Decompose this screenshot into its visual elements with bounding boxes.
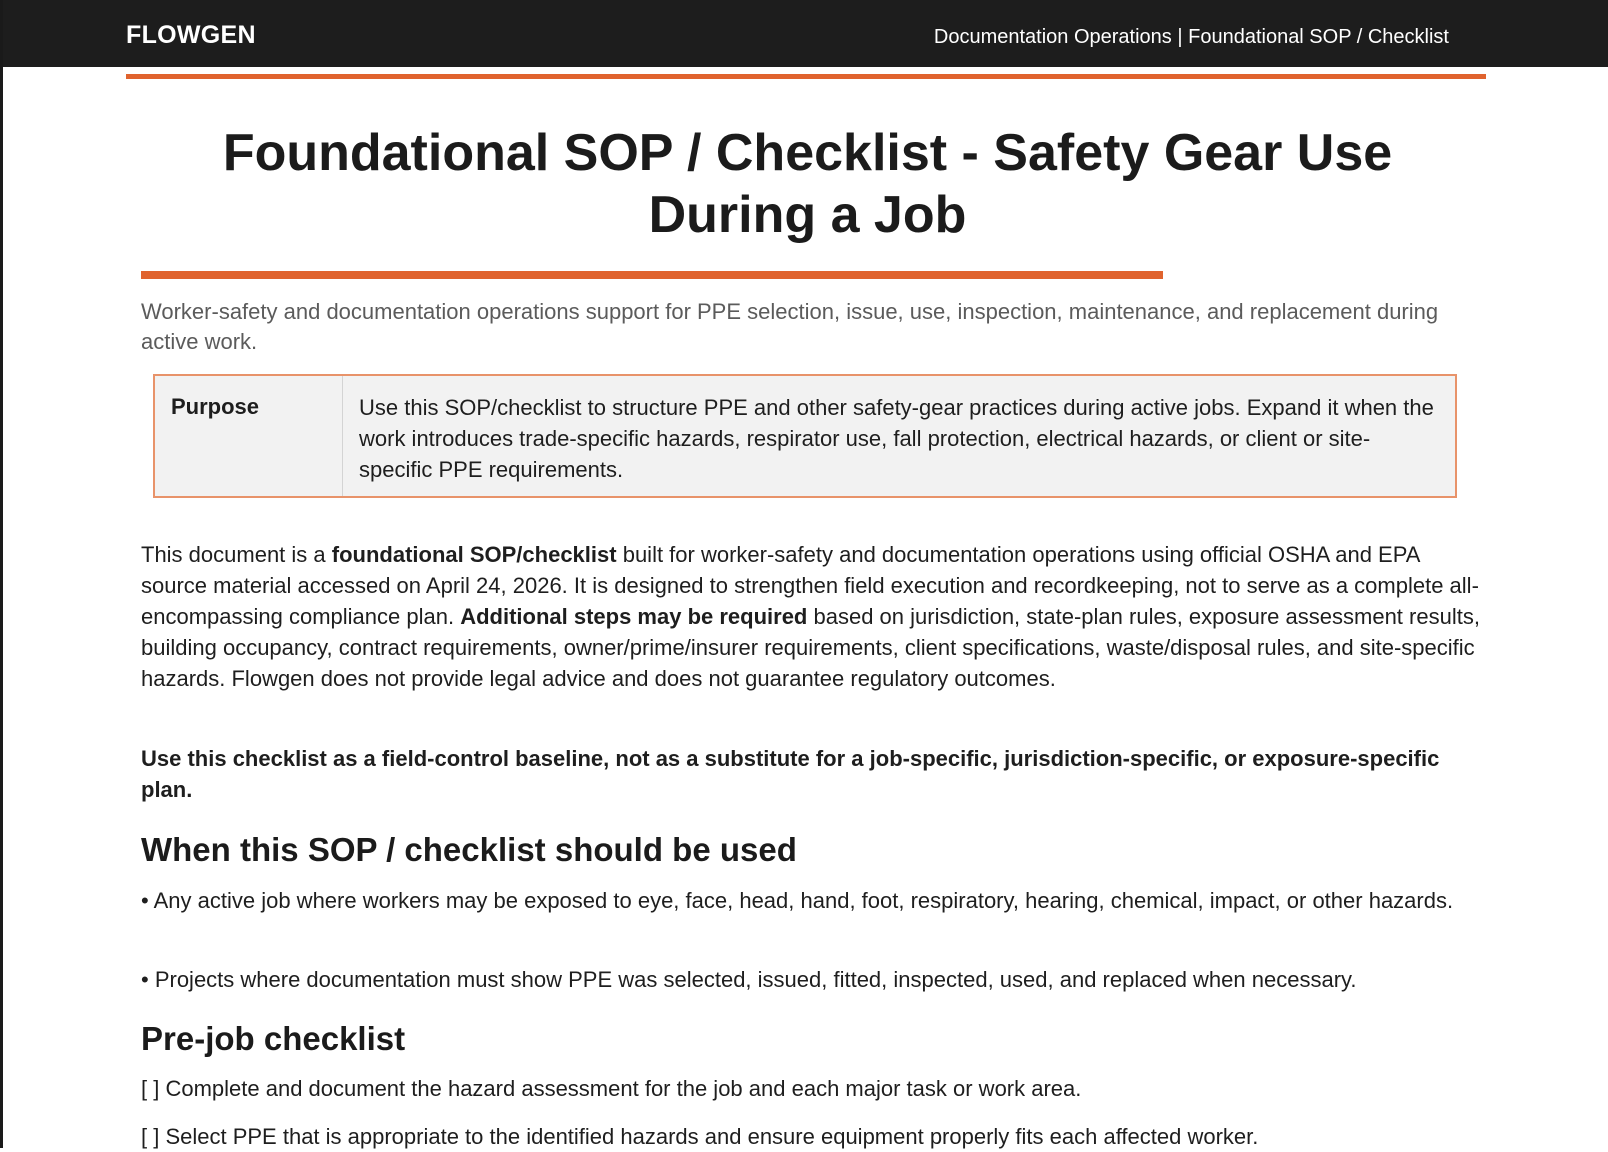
purpose-label: Purpose [155, 376, 343, 496]
breadcrumb: Documentation Operations | Foundational SOP / Checklist [933, 26, 1449, 48]
title-accent-rule [141, 271, 1163, 279]
purpose-text: Use this SOP/checklist to structure PPE and other safety-gear practices during active jobs. Expand it when the work introduces trade-specific hazards, respirator use, fall protection, electrical hazards, or client or site-specific PPE requirements. [359, 395, 1434, 482]
intro-emphasis: foundational SOP/checklist [331, 542, 617, 567]
page-subtitle: Worker-safety and documentation operations support for PPE selection, issue, use, inspection, maintenance, and replacement during active work. [141, 299, 1439, 354]
section-heading-pre-job: Pre-job checklist [141, 1020, 406, 1057]
intro-paragraph [141, 539, 1481, 694]
header-accent-rule [126, 74, 1486, 79]
page-title: Foundational SOP / Checklist - Safety Gear Use During a Job [222, 124, 1393, 244]
intro-text: built for worker-safety and documentation operations using official OSHA and EPA source material accessed on April 24, 2026. It is designed to strengthen field execution and recordkeeping, not to serve as a complete all-encompassing compliance plan. [141, 542, 1479, 629]
intro-text: This document is a [141, 542, 332, 567]
brand-logo[interactable]: FLOWGEN [126, 21, 256, 49]
intro-text: based on jurisdiction, state-plan rules, exposure assessment results, building occupancy, contract requirements, owner/prime/insurer requirements, client specifications, waste/disposal rules, and site-specific hazards. Flowgen does not provide legal advice and does not guarantee regulatory outcomes. [141, 604, 1480, 691]
list-item: • Projects where documentation must show PPE was selected, issued, fitted, inspected, used, and replaced when necessary. [141, 967, 1357, 992]
section-heading-when-to-use: When this SOP / checklist should be used [141, 831, 797, 868]
checklist-item: [ ] Complete and document the hazard assessment for the job and each major task or work area. [141, 1076, 1082, 1101]
purpose-table [153, 374, 1457, 498]
checklist-item: [ ] Select PPE that is appropriate to the identified hazards and ensure equipment properly fits each affected worker. [141, 1124, 1259, 1149]
list-item: • Any active job where workers may be exposed to eye, face, head, hand, foot, respiratory, hearing, chemical, impact, or other hazards. [141, 888, 1454, 913]
baseline-notice: Use this checklist as a field-control baseline, not as a substitute for a job-specific, jurisdiction-specific, or exposure-specific plan. [141, 746, 1440, 802]
intro-emphasis: Additional steps may be required [460, 604, 808, 629]
window-edge [0, 0, 3, 1148]
top-nav-bar [3, 0, 1608, 67]
